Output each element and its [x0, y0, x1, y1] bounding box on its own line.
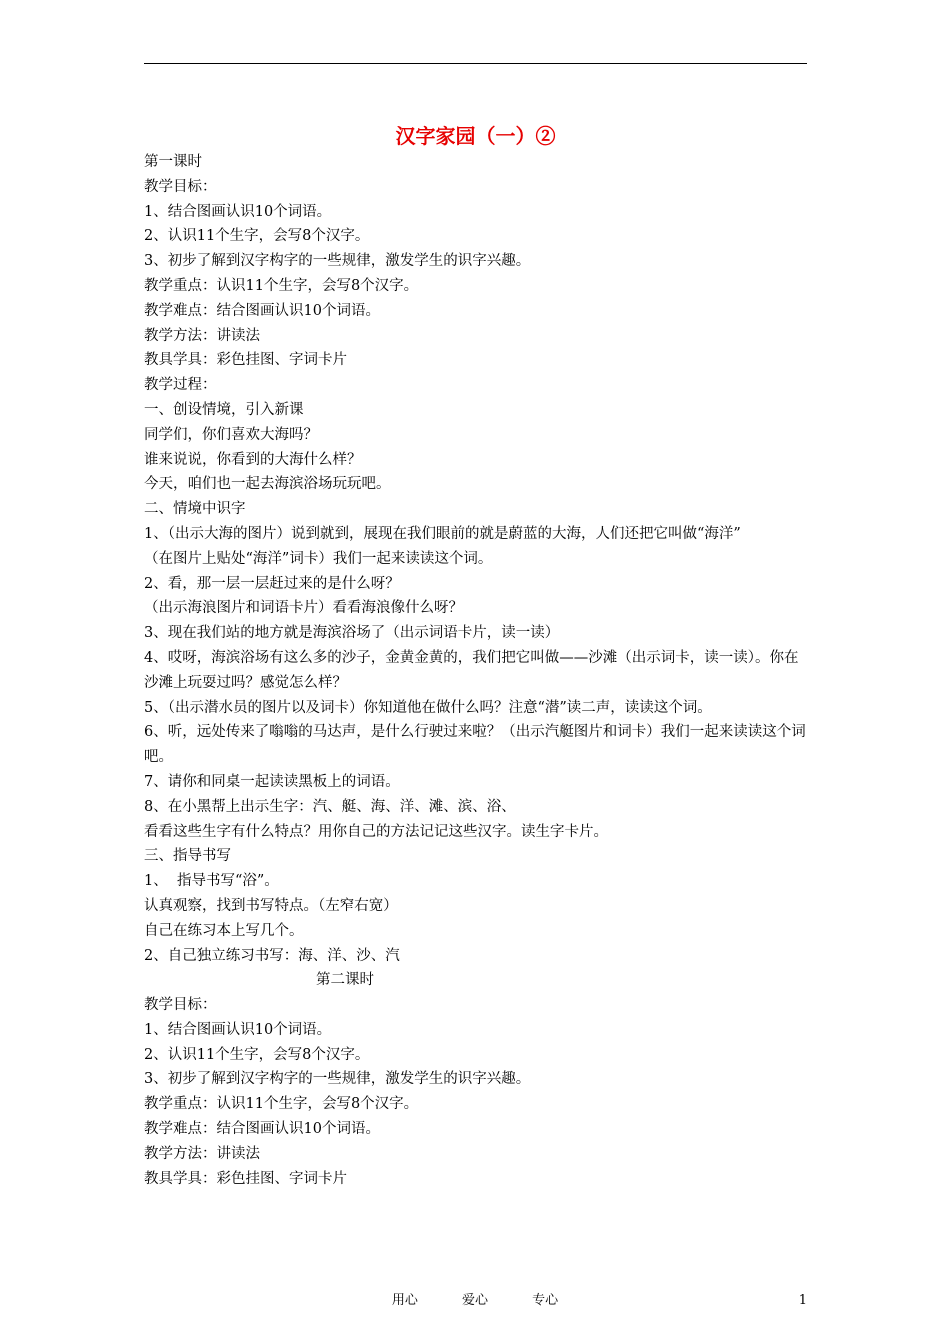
goal-item: 2、认识11个生字，会写8个汉字。	[144, 228, 370, 245]
footer-motto	[0, 1290, 950, 1312]
body-text: （在图片上贴处“海洋”词卡）我们一起来读读这个词。	[144, 550, 493, 567]
body-text: 2、看，那一层一层赶过来的是什么呀？	[144, 575, 400, 592]
body-text: 谁来说说，你看到的大海什么样？	[144, 451, 362, 468]
teaching-focus: 教学重点：认识11个生字，会写8个汉字。	[144, 277, 419, 294]
teaching-difficulty: 教学难点：结合图画认识10个词语。	[144, 1121, 380, 1138]
teaching-goals-label: 教学目标：	[144, 997, 217, 1014]
body-text: 4、哎呀，海滨浴场有这么多的沙子，金黄金黄的，我们把它叫做——沙滩（出示词卡，读一读）。你在沙滩上玩耍过吗？感觉怎么样？	[144, 649, 799, 691]
section-heading: 三、指导书写	[144, 848, 231, 865]
goal-item: 2、认识11个生字，会写8个汉字。	[144, 1046, 370, 1063]
teaching-difficulty: 教学难点：结合图画认识10个词语。	[144, 302, 380, 319]
body-text: 自己在练习本上写几个。	[144, 922, 304, 939]
goal-item: 1、结合图画认识10个词语。	[144, 203, 332, 220]
body-text: 同学们，你们喜欢大海吗？	[144, 426, 318, 443]
footer-motto-word: 爱心	[461, 1293, 488, 1308]
footer-motto-word: 专心	[532, 1293, 559, 1308]
page-number: 1	[798, 1293, 807, 1308]
lesson-two-heading: 第二课时	[316, 972, 374, 989]
body-text: 2、自己独立练习书写：海、洋、沙、汽	[144, 947, 400, 964]
teaching-focus: 教学重点：认识11个生字，会写8个汉字。	[144, 1096, 419, 1113]
document-title: 汉字家园（一）②	[395, 124, 556, 148]
body-text: 5、（出示潜水员的图片以及词卡）你知道他在做什么吗？注意“潜”读二声，读读这个词。	[144, 699, 712, 716]
body-text: 今天，咱们也一起去海滨浴场玩玩吧。	[144, 476, 391, 493]
teaching-process-label: 教学过程：	[144, 377, 217, 394]
goal-item: 3、初步了解到汉字构字的一些规律，激发学生的识字兴趣。	[144, 1071, 531, 1088]
footer-motto-word: 用心	[391, 1293, 418, 1308]
header-rule	[144, 63, 807, 64]
goal-item: 1、结合图画认识10个词语。	[144, 1021, 332, 1038]
goal-item: 3、初步了解到汉字构字的一些规律，激发学生的识字兴趣。	[144, 253, 531, 270]
body-text: 3、现在我们站的地方就是海滨浴场了（出示词语卡片，读一读）	[144, 625, 560, 642]
body-text: 看看这些生字有什么特点？用你自己的方法记记这些汉字。读生字卡片。	[144, 823, 608, 840]
body-text: 8、在小黑帮上出示生字：汽、艇、海、洋、滩、滨、浴、	[144, 798, 516, 815]
lesson-one-heading: 第一课时	[144, 154, 202, 170]
body-text: 6、听，远处传来了嗡嗡的马达声，是什么行驶过来啦？（出示汽艇图片和词卡）我们一起来读读这个词吧。	[144, 724, 806, 766]
teaching-materials: 教具学具：彩色挂图、字词卡片	[144, 352, 347, 369]
document-body	[144, 150, 807, 1191]
teaching-goals-label: 教学目标：	[144, 178, 217, 195]
teaching-method: 教学方法：讲读法	[144, 327, 260, 344]
body-text: 认真观察，找到书写特点。（左窄右宽）	[144, 897, 398, 914]
body-text: 1、 指导书写“浴”。	[144, 873, 279, 890]
body-text: 1、（出示大海的图片）说到就到，展现在我们眼前的就是蔚蓝的大海，人们还把它叫做“海洋”	[144, 525, 741, 542]
teaching-materials: 教具学具：彩色挂图、字词卡片	[144, 1170, 347, 1187]
page-footer	[0, 1290, 950, 1312]
section-heading: 一、创设情境，引入新课	[144, 401, 304, 418]
teaching-method: 教学方法：讲读法	[144, 1145, 260, 1162]
section-heading: 二、情境中识字	[144, 501, 246, 518]
body-text: 7、请你和同桌一起读读黑板上的词语。	[144, 773, 400, 790]
body-text: （出示海浪图片和词语卡片）看看海浪像什么呀？	[144, 600, 463, 617]
